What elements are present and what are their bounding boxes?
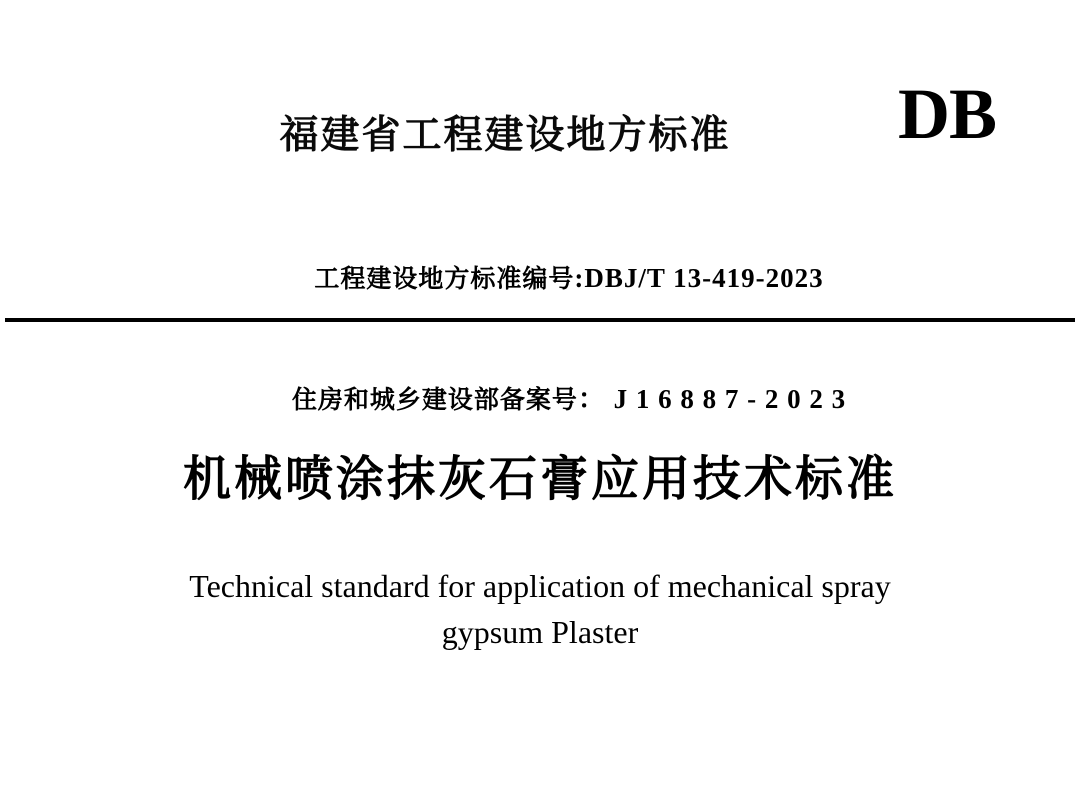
page-title-english bbox=[0, 563, 1080, 655]
standard-code-label-1: 工程建设地方标准编号 bbox=[314, 264, 575, 293]
db-mark: DB bbox=[897, 74, 996, 154]
series-title: 福建省工程建设地方标准 bbox=[279, 113, 731, 158]
standard-code-label-2: 住房和城乡建设部备案号 bbox=[291, 385, 578, 414]
header-divider-rule bbox=[5, 318, 1075, 322]
standard-code-value-1: :DBJ/T 13-419-2023 bbox=[574, 263, 824, 293]
page-title-english-line2: gypsum Plaster bbox=[441, 614, 639, 650]
page-title-english-line1: Technical standard for application of mechanical spray bbox=[189, 568, 891, 604]
standard-code-block bbox=[0, 218, 1080, 460]
standard-code-value-2: ： J 1 6 8 8 7 - 2 0 2 3 bbox=[577, 384, 847, 414]
page-title-chinese: 机械喷涂抹灰石膏应用技术标准 bbox=[182, 451, 897, 507]
